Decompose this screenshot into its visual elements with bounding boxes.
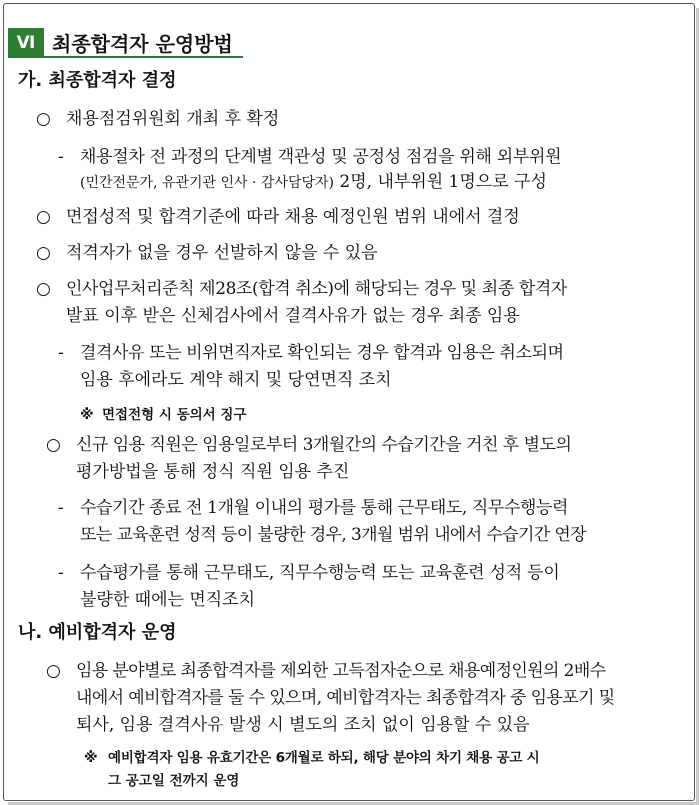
members-detail: (민간전문가, 유관기관 인사 · 감사담당자) <box>80 175 335 191</box>
subitem-probation-extend-cont: 또는 교육훈련 성적 등이 불량한 경우, 3개월 범위 내에서 수습기간 연장 <box>80 525 587 545</box>
note-mark: ※ <box>84 750 98 766</box>
note-mark: ※ <box>80 407 94 423</box>
circle-bullet: ○ <box>36 109 51 129</box>
subitem-dismissal: 수습평가를 통해 근무태도, 직무수행능력 또는 교육훈련 성적 등이 <box>80 563 560 583</box>
circle-bullet: ○ <box>36 243 51 263</box>
subitem-external-members: 채용절차 전 과정의 단계별 객관성 및 공정성 점검을 위해 외부위원 <box>80 147 562 167</box>
item-hr-rules: 인사업무처리준칙 제28조(합격 취소)에 해당되는 경우 및 최종 합격자 <box>66 279 567 299</box>
dash-bullet: - <box>58 343 64 363</box>
subitem-probation-extend: 수습기간 종료 전 1개월 이내의 평가를 통해 근무태도, 직무수행능력 <box>80 498 569 518</box>
section-header <box>8 28 243 58</box>
subheading-reserve: 나. 예비합격자 운영 <box>18 622 177 643</box>
note-reserve-validity-cont: 그 공고일 전까지 운영 <box>108 773 240 789</box>
item-reserve-candidates: 임용 분야별로 최종합격자를 제외한 고득점자순으로 채용예정인원의 2배수 <box>76 661 606 681</box>
dash-bullet: - <box>58 147 64 167</box>
item-hr-rules-cont: 발표 이후 받은 신체검사에서 결격사유가 없는 경우 최종 임용 <box>66 306 520 326</box>
circle-bullet: ○ <box>36 207 51 227</box>
subitem-disqualification-cont: 임용 후에라도 계약 해지 및 당연면직 조치 <box>80 370 392 390</box>
item-committee-confirm: 채용점검위원회 개최 후 확정 <box>66 109 280 129</box>
circle-bullet: ○ <box>46 435 61 455</box>
members-count: 2명, 내부위원 1명으로 구성 <box>334 172 547 192</box>
note-consent-form: 면접전형 시 동의서 징구 <box>102 407 247 423</box>
subitem-external-members-cont <box>80 171 547 194</box>
item-interview-criteria: 면접성적 및 합격기준에 따라 채용 예정인원 범위 내에서 결정 <box>66 207 520 227</box>
circle-bullet: ○ <box>36 279 51 299</box>
item-reserve-candidates-cont1: 내에서 예비합격자를 둘 수 있으며, 예비합격자는 최종합격자 중 임용포기 및 <box>76 688 615 708</box>
item-probation-cont: 평가방법을 통해 정식 직원 임용 추진 <box>76 462 350 482</box>
section-number: Ⅵ <box>8 28 44 58</box>
item-reserve-candidates-cont2: 퇴사, 임용 결격사유 발생 시 별도의 조치 없이 임용할 수 있음 <box>76 715 530 735</box>
subheading-final-decision: 가. 최종합격자 결정 <box>18 70 177 91</box>
subitem-dismissal-cont: 불량한 때에는 면직조치 <box>80 590 256 610</box>
circle-bullet: ○ <box>46 661 61 681</box>
item-no-qualified: 적격자가 없을 경우 선발하지 않을 수 있음 <box>66 243 378 263</box>
item-probation: 신규 임용 직원은 임용일로부터 3개월간의 수습기간을 거친 후 별도의 <box>76 435 572 455</box>
dash-bullet: - <box>58 498 64 518</box>
dash-bullet: - <box>58 563 64 583</box>
note-reserve-validity: 예비합격자 임용 유효기간은 6개월로 하되, 해당 분야의 차기 채용 공고 시 <box>108 750 540 766</box>
subitem-disqualification: 결격사유 또는 비위면직자로 확인되는 경우 합격과 임용은 취소되며 <box>80 343 564 363</box>
section-title: 최종합격자 운영방법 <box>44 28 243 58</box>
